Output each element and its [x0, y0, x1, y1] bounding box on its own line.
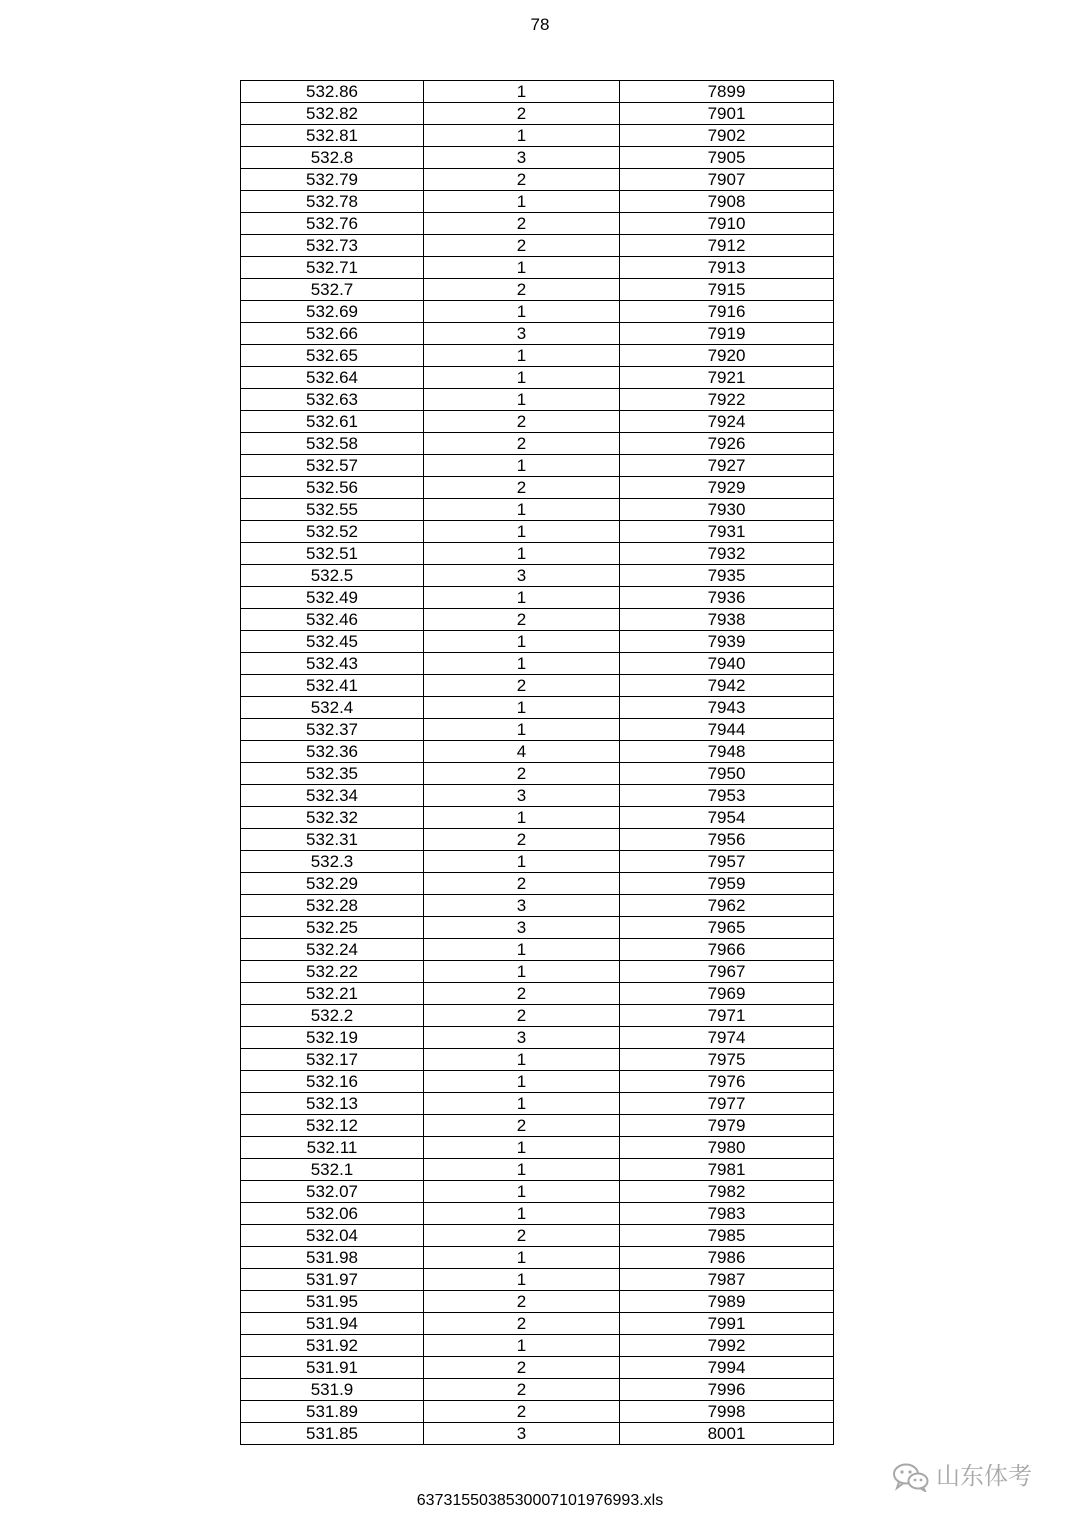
count-cell: 1 [424, 1269, 620, 1291]
cumulative-cell: 7982 [620, 1181, 834, 1203]
score-cell: 532.86 [241, 81, 424, 103]
cumulative-cell: 7944 [620, 719, 834, 741]
count-cell: 1 [424, 939, 620, 961]
count-cell: 1 [424, 543, 620, 565]
table-row [241, 719, 834, 741]
table-row [241, 103, 834, 125]
count-cell: 1 [424, 301, 620, 323]
count-cell: 1 [424, 807, 620, 829]
cumulative-cell: 7959 [620, 873, 834, 895]
cumulative-cell: 7950 [620, 763, 834, 785]
watermark-text: 山东体考 [936, 1463, 1032, 1490]
score-cell: 532.61 [241, 411, 424, 433]
score-cell: 532.04 [241, 1225, 424, 1247]
cumulative-cell: 7908 [620, 191, 834, 213]
table-row [241, 1269, 834, 1291]
count-cell: 2 [424, 873, 620, 895]
score-cell: 531.85 [241, 1423, 424, 1445]
cumulative-cell: 7926 [620, 433, 834, 455]
table-row [241, 1005, 834, 1027]
score-cell: 532.79 [241, 169, 424, 191]
cumulative-cell: 7905 [620, 147, 834, 169]
count-cell: 2 [424, 235, 620, 257]
cumulative-cell: 7920 [620, 345, 834, 367]
cumulative-cell: 7940 [620, 653, 834, 675]
cumulative-cell: 7939 [620, 631, 834, 653]
count-cell: 2 [424, 103, 620, 125]
cumulative-cell: 7971 [620, 1005, 834, 1027]
score-cell: 532.13 [241, 1093, 424, 1115]
table-row [241, 1335, 834, 1357]
cumulative-cell: 7929 [620, 477, 834, 499]
table-row [241, 1159, 834, 1181]
footer-filename: 637315503853000710197699​3.xls [416, 1492, 664, 1509]
table-row [241, 191, 834, 213]
count-cell: 2 [424, 609, 620, 631]
table-row [241, 213, 834, 235]
table-row [241, 1115, 834, 1137]
count-cell: 1 [424, 1181, 620, 1203]
score-cell: 532.71 [241, 257, 424, 279]
table-row [241, 609, 834, 631]
score-cell: 532.52 [241, 521, 424, 543]
cumulative-cell: 7953 [620, 785, 834, 807]
count-cell: 3 [424, 917, 620, 939]
table-row [241, 631, 834, 653]
count-cell: 1 [424, 389, 620, 411]
page-number: 78 [530, 15, 550, 34]
cumulative-cell: 7907 [620, 169, 834, 191]
score-cell: 532.06 [241, 1203, 424, 1225]
cumulative-cell: 7936 [620, 587, 834, 609]
cumulative-cell: 7992 [620, 1335, 834, 1357]
cumulative-cell: 7975 [620, 1049, 834, 1071]
cumulative-cell: 7910 [620, 213, 834, 235]
count-cell: 2 [424, 1379, 620, 1401]
table-row [241, 257, 834, 279]
score-cell: 532.51 [241, 543, 424, 565]
score-cell: 531.9 [241, 1379, 424, 1401]
cumulative-cell: 7983 [620, 1203, 834, 1225]
score-cell: 532.8 [241, 147, 424, 169]
score-cell: 532.34 [241, 785, 424, 807]
count-cell: 1 [424, 455, 620, 477]
table-row [241, 675, 834, 697]
cumulative-cell: 7956 [620, 829, 834, 851]
cumulative-cell: 8001 [620, 1423, 834, 1445]
score-cell: 531.94 [241, 1313, 424, 1335]
score-cell: 531.98 [241, 1247, 424, 1269]
table-body [241, 81, 834, 1445]
table-row [241, 125, 834, 147]
cumulative-cell: 7942 [620, 675, 834, 697]
count-cell: 1 [424, 697, 620, 719]
count-cell: 1 [424, 719, 620, 741]
cumulative-cell: 7967 [620, 961, 834, 983]
table-row [241, 565, 834, 587]
table-row [241, 763, 834, 785]
count-cell: 1 [424, 81, 620, 103]
table-row [241, 895, 834, 917]
count-cell: 3 [424, 1423, 620, 1445]
cumulative-cell: 7966 [620, 939, 834, 961]
count-cell: 2 [424, 1401, 620, 1423]
score-cell: 532.16 [241, 1071, 424, 1093]
table-row [241, 521, 834, 543]
cumulative-cell: 7948 [620, 741, 834, 763]
score-cell: 532.25 [241, 917, 424, 939]
score-cell: 532.56 [241, 477, 424, 499]
table-row [241, 499, 834, 521]
score-cell: 532.55 [241, 499, 424, 521]
count-cell: 1 [424, 521, 620, 543]
table-row [241, 477, 834, 499]
table-row [241, 587, 834, 609]
table-row [241, 961, 834, 983]
count-cell: 1 [424, 191, 620, 213]
table-row [241, 389, 834, 411]
score-cell: 532.3 [241, 851, 424, 873]
score-cell: 532.07 [241, 1181, 424, 1203]
count-cell: 1 [424, 1137, 620, 1159]
cumulative-cell: 7979 [620, 1115, 834, 1137]
cumulative-cell: 7957 [620, 851, 834, 873]
count-cell: 3 [424, 565, 620, 587]
score-cell: 532.69 [241, 301, 424, 323]
count-cell: 2 [424, 1225, 620, 1247]
table-row [241, 1225, 834, 1247]
score-cell: 532.21 [241, 983, 424, 1005]
table-row [241, 1291, 834, 1313]
count-cell: 1 [424, 851, 620, 873]
count-cell: 1 [424, 631, 620, 653]
table-row [241, 147, 834, 169]
table-row [241, 1027, 834, 1049]
cumulative-cell: 7921 [620, 367, 834, 389]
table-row [241, 367, 834, 389]
table-row [241, 1049, 834, 1071]
cumulative-cell: 7987 [620, 1269, 834, 1291]
count-cell: 1 [424, 1071, 620, 1093]
watermark [892, 1462, 1032, 1492]
cumulative-cell: 7998 [620, 1401, 834, 1423]
score-cell: 532.66 [241, 323, 424, 345]
table-row [241, 345, 834, 367]
cumulative-cell: 7943 [620, 697, 834, 719]
table-row [241, 1357, 834, 1379]
count-cell: 4 [424, 741, 620, 763]
table-row [241, 1423, 834, 1445]
count-cell: 2 [424, 433, 620, 455]
count-cell: 3 [424, 1027, 620, 1049]
table-row [241, 1379, 834, 1401]
count-cell: 1 [424, 499, 620, 521]
score-cell: 532.24 [241, 939, 424, 961]
score-cell: 532.45 [241, 631, 424, 653]
cumulative-cell: 7991 [620, 1313, 834, 1335]
count-cell: 2 [424, 213, 620, 235]
score-cell: 532.49 [241, 587, 424, 609]
cumulative-cell: 7962 [620, 895, 834, 917]
score-cell: 531.95 [241, 1291, 424, 1313]
cumulative-cell: 7915 [620, 279, 834, 301]
count-cell: 2 [424, 1005, 620, 1027]
table-row [241, 1247, 834, 1269]
count-cell: 1 [424, 1203, 620, 1225]
table-row [241, 1313, 834, 1335]
count-cell: 1 [424, 345, 620, 367]
cumulative-cell: 7899 [620, 81, 834, 103]
table-row [241, 169, 834, 191]
cumulative-cell: 7938 [620, 609, 834, 631]
table-row [241, 653, 834, 675]
score-cell: 532.64 [241, 367, 424, 389]
cumulative-cell: 7930 [620, 499, 834, 521]
cumulative-cell: 7922 [620, 389, 834, 411]
score-cell: 532.46 [241, 609, 424, 631]
score-cell: 531.91 [241, 1357, 424, 1379]
count-cell: 2 [424, 411, 620, 433]
table-row [241, 411, 834, 433]
cumulative-cell: 7986 [620, 1247, 834, 1269]
table-row [241, 917, 834, 939]
score-cell: 532.11 [241, 1137, 424, 1159]
cumulative-cell: 7996 [620, 1379, 834, 1401]
table-row [241, 1401, 834, 1423]
table-row [241, 741, 834, 763]
cumulative-cell: 7902 [620, 125, 834, 147]
cumulative-cell: 7912 [620, 235, 834, 257]
count-cell: 2 [424, 1115, 620, 1137]
count-cell: 2 [424, 829, 620, 851]
score-cell: 532.2 [241, 1005, 424, 1027]
score-cell: 532.41 [241, 675, 424, 697]
score-cell: 532.82 [241, 103, 424, 125]
table-row [241, 983, 834, 1005]
table-row [241, 807, 834, 829]
cumulative-cell: 7901 [620, 103, 834, 125]
count-cell: 1 [424, 1049, 620, 1071]
score-cell: 532.63 [241, 389, 424, 411]
count-cell: 1 [424, 257, 620, 279]
score-cell: 532.57 [241, 455, 424, 477]
table-row [241, 323, 834, 345]
cumulative-cell: 7977 [620, 1093, 834, 1115]
score-cell: 532.17 [241, 1049, 424, 1071]
table-row [241, 279, 834, 301]
table-row [241, 1071, 834, 1093]
count-cell: 2 [424, 1313, 620, 1335]
score-table [240, 80, 834, 1445]
count-cell: 1 [424, 1159, 620, 1181]
score-cell: 532.36 [241, 741, 424, 763]
cumulative-cell: 7976 [620, 1071, 834, 1093]
score-cell: 531.89 [241, 1401, 424, 1423]
table-row [241, 939, 834, 961]
score-cell: 531.97 [241, 1269, 424, 1291]
count-cell: 2 [424, 983, 620, 1005]
count-cell: 1 [424, 653, 620, 675]
cumulative-cell: 7985 [620, 1225, 834, 1247]
count-cell: 1 [424, 1093, 620, 1115]
cumulative-cell: 7989 [620, 1291, 834, 1313]
table-row [241, 851, 834, 873]
count-cell: 1 [424, 587, 620, 609]
score-cell: 532.73 [241, 235, 424, 257]
count-cell: 1 [424, 1335, 620, 1357]
table-row [241, 1137, 834, 1159]
score-cell: 532.78 [241, 191, 424, 213]
score-cell: 532.37 [241, 719, 424, 741]
count-cell: 2 [424, 1291, 620, 1313]
table-row [241, 873, 834, 895]
score-cell: 532.81 [241, 125, 424, 147]
score-cell: 532.22 [241, 961, 424, 983]
score-cell: 532.7 [241, 279, 424, 301]
count-cell: 1 [424, 1247, 620, 1269]
count-cell: 2 [424, 477, 620, 499]
score-cell: 532.12 [241, 1115, 424, 1137]
count-cell: 3 [424, 147, 620, 169]
table-row [241, 235, 834, 257]
cumulative-cell: 7931 [620, 521, 834, 543]
cumulative-cell: 7954 [620, 807, 834, 829]
cumulative-cell: 7980 [620, 1137, 834, 1159]
count-cell: 3 [424, 895, 620, 917]
score-cell: 532.28 [241, 895, 424, 917]
score-cell: 532.5 [241, 565, 424, 587]
cumulative-cell: 7919 [620, 323, 834, 345]
score-cell: 532.1 [241, 1159, 424, 1181]
score-cell: 532.58 [241, 433, 424, 455]
cumulative-cell: 7935 [620, 565, 834, 587]
score-cell: 532.4 [241, 697, 424, 719]
table-row [241, 543, 834, 565]
cumulative-cell: 7927 [620, 455, 834, 477]
table-row [241, 301, 834, 323]
count-cell: 1 [424, 961, 620, 983]
score-cell: 532.76 [241, 213, 424, 235]
table-row [241, 785, 834, 807]
cumulative-cell: 7913 [620, 257, 834, 279]
score-cell: 532.31 [241, 829, 424, 851]
table-row [241, 1093, 834, 1115]
score-cell: 531.92 [241, 1335, 424, 1357]
count-cell: 1 [424, 125, 620, 147]
table-row [241, 697, 834, 719]
cumulative-cell: 7965 [620, 917, 834, 939]
count-cell: 3 [424, 323, 620, 345]
cumulative-cell: 7932 [620, 543, 834, 565]
table-row [241, 455, 834, 477]
score-cell: 532.35 [241, 763, 424, 785]
table-row [241, 1181, 834, 1203]
score-cell: 532.65 [241, 345, 424, 367]
count-cell: 3 [424, 785, 620, 807]
count-cell: 2 [424, 169, 620, 191]
count-cell: 2 [424, 675, 620, 697]
count-cell: 2 [424, 763, 620, 785]
score-cell: 532.19 [241, 1027, 424, 1049]
table-row [241, 81, 834, 103]
cumulative-cell: 7969 [620, 983, 834, 1005]
cumulative-cell: 7916 [620, 301, 834, 323]
table-row [241, 1203, 834, 1225]
count-cell: 1 [424, 367, 620, 389]
cumulative-cell: 7924 [620, 411, 834, 433]
wechat-icon [892, 1462, 930, 1492]
cumulative-cell: 7974 [620, 1027, 834, 1049]
score-cell: 532.43 [241, 653, 424, 675]
score-cell: 532.29 [241, 873, 424, 895]
cumulative-cell: 7994 [620, 1357, 834, 1379]
table-row [241, 829, 834, 851]
table-row [241, 433, 834, 455]
score-cell: 532.32 [241, 807, 424, 829]
count-cell: 2 [424, 279, 620, 301]
cumulative-cell: 7981 [620, 1159, 834, 1181]
count-cell: 2 [424, 1357, 620, 1379]
